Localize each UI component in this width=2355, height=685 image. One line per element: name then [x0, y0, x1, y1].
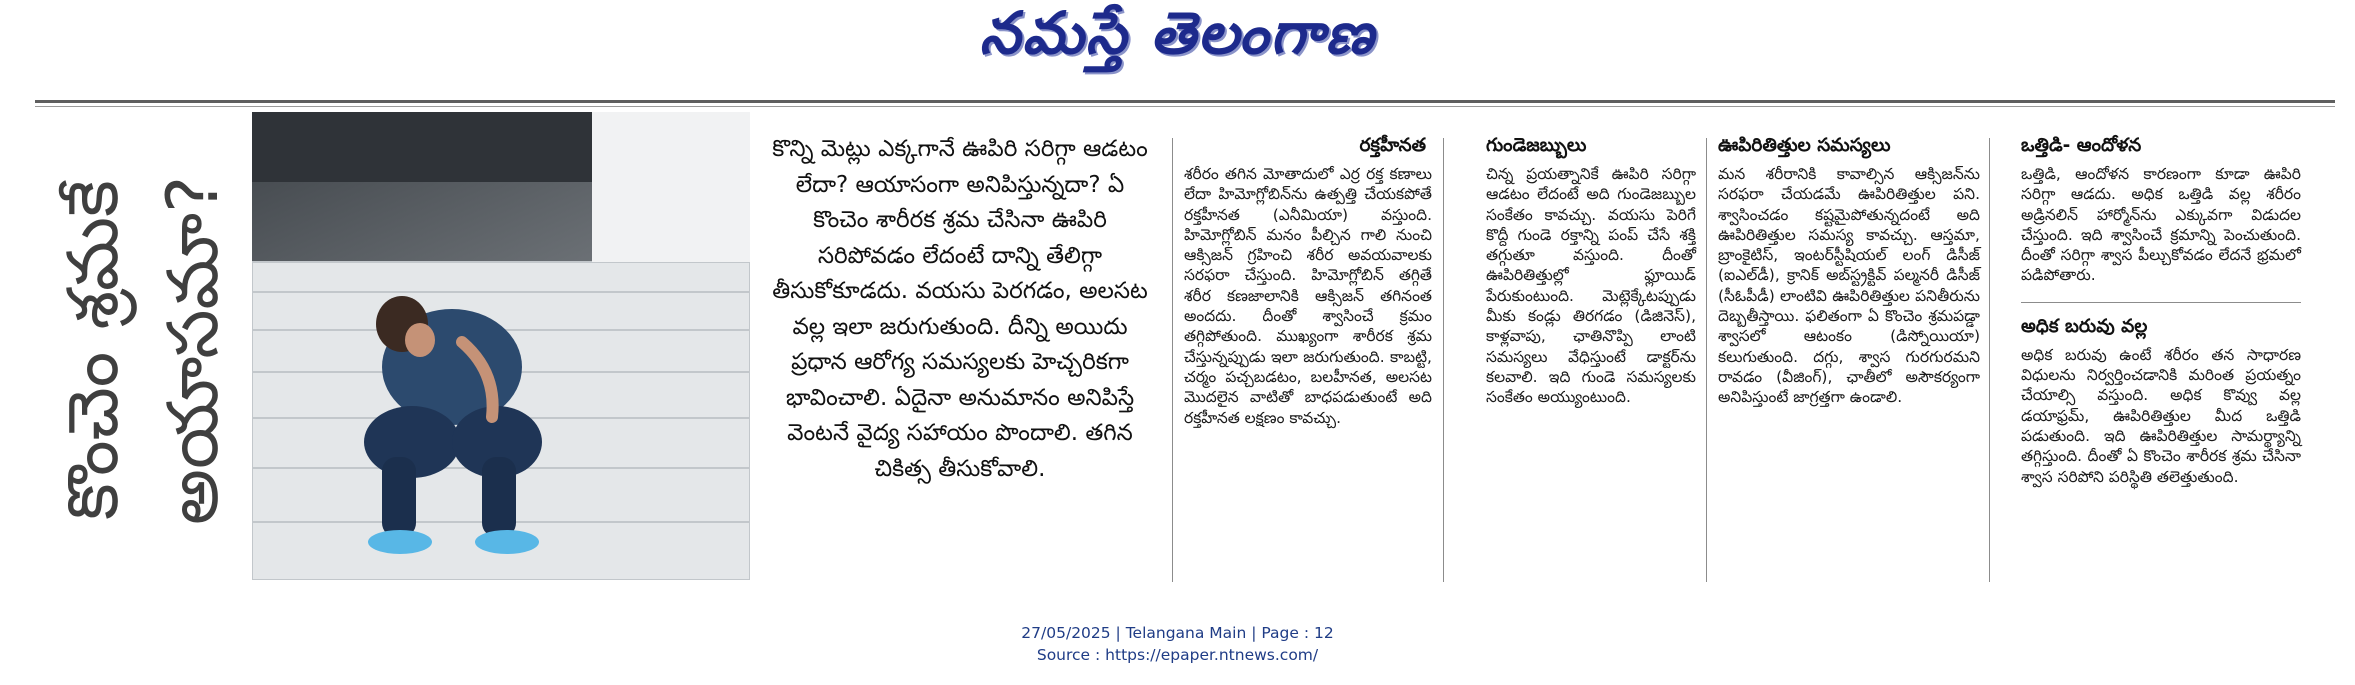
column-title: గుండెజబ్బులు	[1486, 135, 1587, 156]
headline-line-2: అయాసమా?	[152, 175, 234, 525]
column-divider	[1706, 138, 1707, 582]
masthead-logo: నమస్తే తెలంగాణ	[979, 0, 1376, 67]
column-lung-problems	[1718, 134, 1980, 408]
footer-date-line: 27/05/2025 | Telangana Main | Page : 12	[1021, 624, 1334, 642]
column-body: శరీరం తగిన మోతాదులో ఎర్ర రక్త కణాలు లేదా హిమోగ్లోబిన్‌ను ఉత్పత్తి చేయకపోతే రక్తహీనత (ఎనీమియా) వస్తుంది. హిమోగ్లోబిన్ మనం పీల్చిన గాలి నుంచి ఆక్సిజన్ గ్రహించి శరీర అవయవాలకు సరఫరా చేస్తుంది. హిమోగ్లోబిన్ తగ్గితే శరీర కణజాలానికి ఆక్సిజన్ తగినంత అందదు. దీంతో శ్వాసించే క్రమం తగ్గిపోతుంది. ముఖ్యంగా శారీరక శ్రమ చేస్తున్నప్పుడు ఇలా జరుగుతుంది. కాబట్టి, చర్మం పచ్చబడటం, బలహీనత, అలసట మొదలైన వాటితో బాధపడుతుంటే అది రక్తహీనత లక్షణం కావచ్చు.	[1184, 165, 1432, 427]
page-footer	[0, 622, 2355, 666]
column-stress-anxiety	[2021, 134, 2301, 487]
section-divider	[2021, 302, 2301, 303]
article-photo	[252, 112, 750, 580]
column-body: ఒత్తిడి, ఆందోళన కారణంగా కూడా ఊపిరి సరిగ్గా ఆడదు. అధిక ఒత్తిడి వల్ల శరీరం అడ్రినలిన్ హార్మోన్‌ను ఎక్కువగా విడుదల చేస్తుంది. ఇది శ్వాసించే క్రమాన్ని పెంచుతుంది. దీంతో సరిగ్గా శ్వాస పీల్చుకోవడం లేదనే భ్రమలో పడిపోతారు.	[2021, 165, 2301, 285]
column-divider	[1989, 138, 1990, 582]
column-body: చిన్న ప్రయత్నానికే ఊపిరి సరిగ్గా ఆడటం లేదంటే అది గుండెజబ్బుల సంకేతం కావచ్చు. వయసు పెరిగే కొద్దీ గుండె రక్తాన్ని పంప్ చేసే శక్తి తగ్గుతూ వస్తుంది. దీంతో ఊపిరితిత్తుల్లో ఫ్లూయిడ్ పేరుకుంటుంది. మెట్లెక్కేటప్పుడు మీకు కండ్లు తిరగడం (డిజినెస్), కాళ్లవాపు, ఛాతినొప్పి లాంటి సమస్యలు వేధిస్తుంటే డాక్టర్‌ను కలవాలి. ఇది గుండె సమస్యలకు సంకేతం అయ్యుంటుంది.	[1486, 165, 1696, 407]
top-rule-thin	[35, 106, 2335, 107]
column-heart-disease	[1486, 134, 1696, 408]
headline-line-1: కొంచెం శ్రమకే	[52, 180, 134, 520]
column-body: మన శరీరానికి కావాల్సిన ఆక్సిజన్‌ను సరఫరా చేయడమే ఊపిరితిత్తుల పని. శ్వాసించడం కష్టమైపోతున్నదంటే అది ఊపిరితిత్తుల సమస్య కావచ్చు. ఆస్తమా, బ్రాంకైటిస్, ఇంటర్‌స్టీషియల్ లంగ్ డిసీజ్ (ఐఎల్‌డీ), క్రానిక్ అబ్‌స్ట్రక్టివ్ పల్మనరీ డిసీజ్ (సీఓపీడీ) లాంటివి ఊపిరితిత్తుల పనితీరును దెబ్బతీస్తాయి. ఫలితంగా ఏ కొంచెం శ్రమపడ్డా శ్వాసలో ఆటంకం (డిస్నోయియా) కలుగుతుంది. దగ్గు, శ్వాస గురగురమని రావడం (వీజింగ్), ఛాతీలో అసౌకర్యంగా అనిపిస్తుంటే జాగ్రత్తగా ఉండాలి.	[1718, 165, 1980, 407]
article-headline	[35, 115, 250, 585]
column-divider	[1172, 138, 1173, 582]
column-subtitle: అధిక బరువు వల్ల	[2021, 315, 2148, 337]
column-divider	[1443, 138, 1444, 582]
runner-on-stairs-illustration	[252, 112, 750, 580]
footer-source-line: Source : https://epaper.ntnews.com/	[1036, 646, 1319, 664]
column-body-2: అధిక బరువు ఉంటే శరీరం తన సాధారణ విధులను నిర్వర్తించడానికి మరింత ప్రయత్నం చేయాల్సి వస్తుంది. అధిక కొవ్వు వల్ల డయాఫ్రమ్, ఊపిరితిత్తుల మీద ఒత్తిడి పడుతుంది. ఇది ఊపిరితిత్తుల సామర్థ్యాన్ని తగ్గిస్తుంది. దీంతో ఏ కొంచెం శారీరక శ్రమ చేసినా శ్వాస సరిపోని పరిస్థితి తలెత్తుతుంది.	[2021, 345, 2301, 486]
top-rule	[35, 100, 2335, 103]
column-anemia	[1184, 134, 1432, 428]
masthead	[0, 0, 2355, 80]
column-title: ఒత్తిడి- ఆందోళన	[2021, 135, 2142, 156]
column-title: రక్తహీనత	[1359, 135, 1426, 156]
column-title: ఊపిరితిత్తుల సమస్యలు	[1718, 135, 1891, 156]
intro-paragraph: కొన్ని మెట్లు ఎక్కగానే ఊపిరి సరిగ్గా ఆడటం లేదా? ఆయాసంగా అనిపిస్తున్నదా? ఏ కొంచెం శారీరక శ్రమ చేసినా ఊపిరి సరిపోవడం లేదంటే దాన్ని తేలిగ్గా తీసుకోకూడదు. వయసు పెరగడం, అలసట వల్ల ఇలా జరుగుతుంది. దీన్ని అయిదు ప్రధాన ఆరోగ్య సమస్యలకు హెచ్చరికగా భావించాలి. ఏదైనా అనుమానం అనిపిస్తే వెంటనే వైద్య సహాయం పొందాలి. తగిన చికిత్స తీసుకోవాలి.	[772, 136, 1148, 482]
